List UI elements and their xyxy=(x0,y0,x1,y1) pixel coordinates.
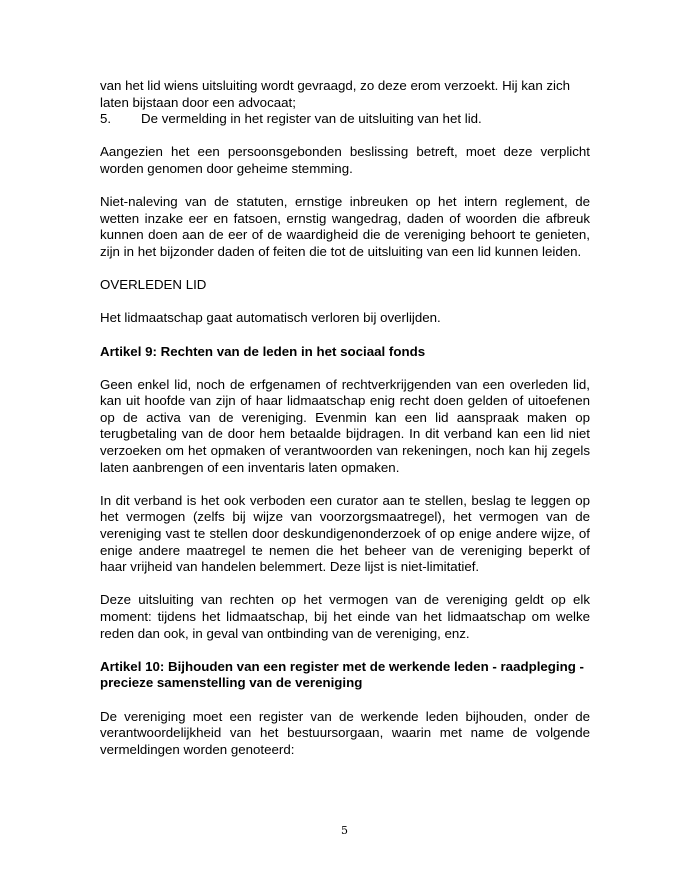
article-9-paragraph-2: In dit verband is het ook verboden een curator aan te stellen, beslag te leggen op het vermogen (zelfs bij wijze van voorzorgsmaatregel), het vermogen van de vereniging vast te stellen door deskundigenonderzoek of op enige andere wijze, of enige andere maatregel te nemen die het beheer van de vereniging beperkt of haar vrijheid van handelen belemmert. Deze lijst is niet-limitatief. xyxy=(100,492,590,575)
article-9-heading: Artikel 9: Rechten van de leden in het sociaal fonds xyxy=(100,343,426,359)
article-9-paragraph-1: Geen enkel lid, noch de erfgenamen of rechtverkrijgenden van een overleden lid, kan uit hoofde van zijn of haar lidmaatschap enig recht doen gelden of uitoefenen op de activa van de vereniging. Evenmin kan een lid aanspraak maken op terugbetaling van de door hem betaalde bijdragen. In dit verband kan een lid niet verzoeken om het opmaken of verantwoorden van rekeningen, noch kan hij zegels laten aanbrengen of een inventaris laten opmaken. xyxy=(100,376,590,475)
article-9-paragraph-3: Deze uitsluiting van rechten op het vermogen van de vereniging geldt op elk moment: tijdens het lidmaatschap, bij het einde van het lidmaatschap om welke reden dan ook, in geval van ontbinding van de vereniging, enz. xyxy=(100,592,590,641)
paragraph-secret-vote: Aangezien het een persoonsgebonden beslissing betreft, moet deze verplicht worden genomen door geheime stemming. xyxy=(100,144,590,176)
article-10-heading: Artikel 10: Bijhouden van een register met de werkende leden - raadpleging - precieze samenstelling van de vereniging xyxy=(100,658,584,691)
section-label-deceased: OVERLEDEN LID xyxy=(100,277,207,293)
list-item-5 xyxy=(100,111,590,128)
paragraph-deceased: Het lidmaatschap gaat automatisch verloren bij overlijden. xyxy=(100,310,441,326)
continuation-paragraph: van het lid wiens uitsluiting wordt gevraagd, zo deze erom verzoekt. Hij kan zich laten bijstaan door een advocaat; xyxy=(100,78,571,110)
paragraph-violations: Niet-naleving van de statuten, ernstige inbreuken op het intern reglement, de wetten inzake eer en fatsoen, ernstig wangedrag, daden of woorden die afbreuk kunnen doen aan de eer of de waardigheid die de vereniging behoort te genieten, zijn in het bijzonder daden of feiten die tot de uitsluiting van een lid kunnen leiden. xyxy=(100,194,590,259)
document-body xyxy=(100,78,590,775)
list-number: 5. xyxy=(100,111,112,127)
page-number: 5 xyxy=(341,824,348,837)
article-10-paragraph-1: De vereniging moet een register van de werkende leden bijhouden, onder de verantwoordelijkheid van het bestuursorgaan, waarin met name de volgende vermeldingen worden genoteerd: xyxy=(100,708,590,757)
list-item-text: De vermelding in het register van de uitsluiting van het lid. xyxy=(141,111,482,127)
